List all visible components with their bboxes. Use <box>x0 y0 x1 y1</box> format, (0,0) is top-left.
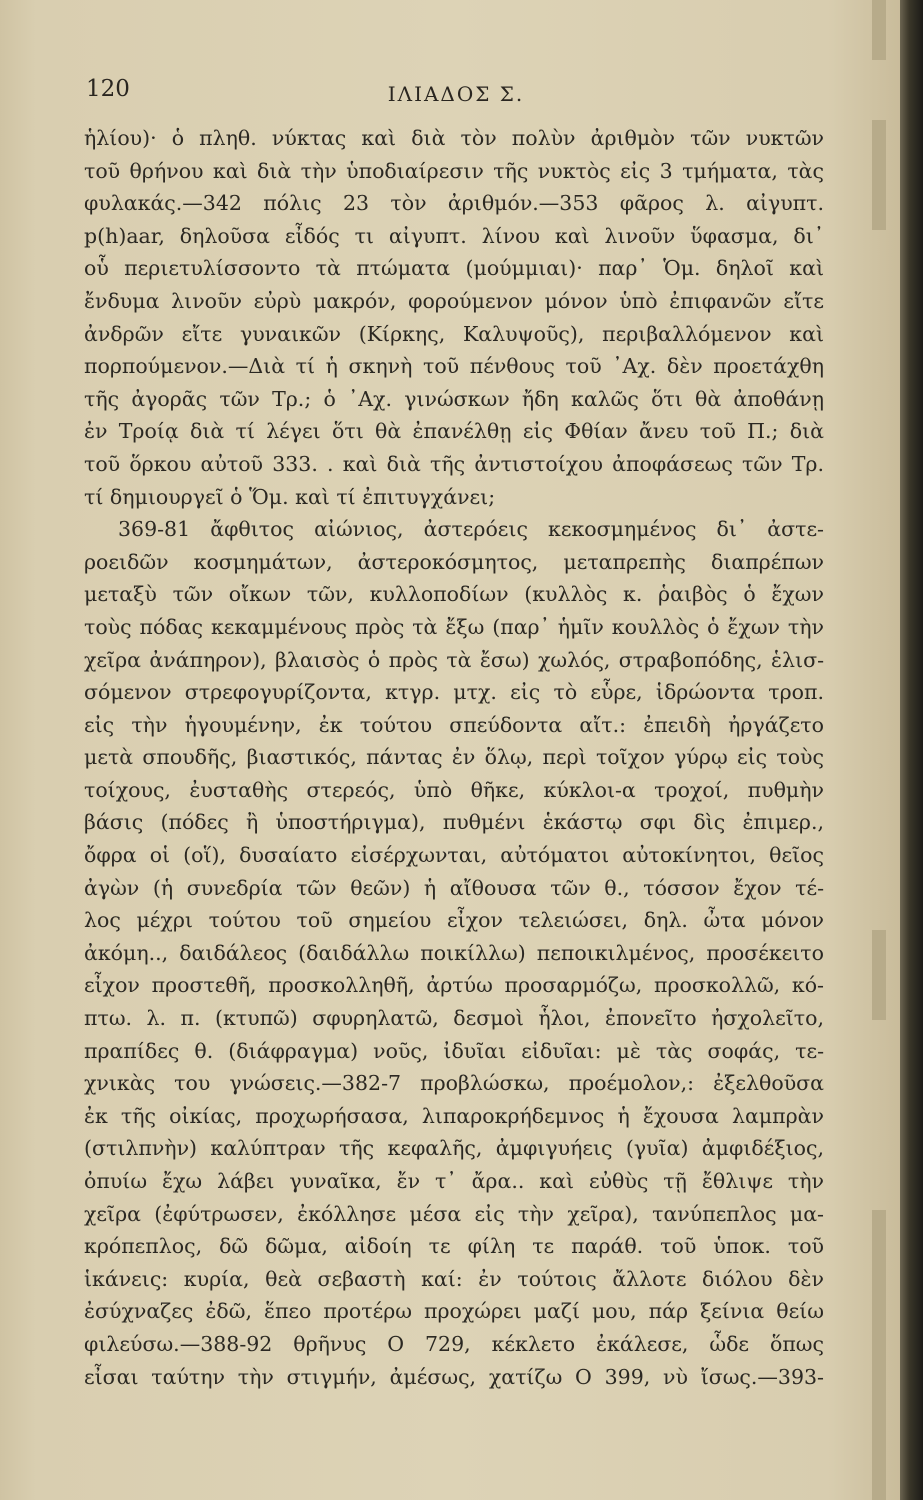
page-edge-wear <box>872 930 886 1020</box>
text-line: ἐσύχναζες ἐδῶ, ἕπεο προτέρω προχώρει μαζί μου, πάρ ξείνια θείω <box>84 1299 824 1324</box>
text-line: ὀπυίω ἔχω λάβει γυναῖκα, ἔν τ᾽ ἄρα.. καὶ εὐθὺς τῇ ἔθλιψε τὴν <box>84 1169 824 1193</box>
text-line: φυλακάς.—342 πόλις 23 τὸν ἀριθμόν.—353 φᾶρος λ. αἰγυπτ. <box>84 191 824 216</box>
text-line: πορπούμενον.—Διὰ τί ἡ σκηνὴ τοῦ πένθους τοῦ ᾽Αχ. δὲν προετάχθη <box>84 354 824 379</box>
text-line: μετὰ σπουδῆς, βιαστικός, πάντας ἐν ὅλῳ, περὶ τοῖχον γύρῳ εἰς τοὺς <box>84 745 824 770</box>
page-edge-wear <box>872 1210 886 1500</box>
text-line: 369-81 ἄφθιτος αἰώνιος, ἀστερόεις κεκοσμημένος δι᾽ ἀστε- <box>118 517 824 542</box>
text-line: εἶσαι ταύτην τὴν στιγμήν, ἀμέσως, χατίζω Ο 399, νὺ ἴσως.—393- <box>84 1364 824 1389</box>
text-line: χεῖρα ἀνάπηρον), βλαισὸς ὁ πρὸς τὰ ἔσω) χωλός, στραβοπόδης, ἑλισ- <box>84 647 824 672</box>
text-line: ἔνδυμα λινοῦν εὐρὺ μακρόν, φορούμενον μόνον ὑπὸ ἐπιφανῶν εἴτε <box>84 288 824 313</box>
text-line: εἰς τὴν ἡγουμένην, ἐκ τούτου σπεύδοντα αἴτ.: ἐπειδὴ ἠργάζετο <box>84 712 824 737</box>
running-title: ΙΛΙΑΔΟΣ Σ. <box>387 82 525 106</box>
text-line: τῆς ἀγορᾶς τῶν Τρ.; ὁ ᾽Αχ. γινώσκων ἤδη καλῶς ὅτι θὰ ἀποθάνῃ <box>84 386 824 411</box>
text-line: ἀγὼν (ἡ συνεδρία τῶν θεῶν) ἡ αἴθουσα τῶν θ., τόσσον ἔχον τέ- <box>84 875 824 900</box>
commentary-text <box>84 122 824 1426</box>
text-line: ἀνδρῶν εἴτε γυναικῶν (Κίρκης, Καλυψοῦς), περιβαλλόμενον καὶ <box>84 321 824 346</box>
book-spine-shadow <box>900 0 923 1500</box>
text-line: φιλεύσω.—388-92 θρῆνυς Ο 729, κέκλετο ἐκάλεσε, ὧδε ὅπως <box>84 1331 824 1356</box>
text-line: τοῦ ὅρκου αὐτοῦ 333. . καὶ διὰ τῆς ἀντιστοίχου ἀποφάσεως τῶν Τρ. <box>84 451 824 476</box>
text-line: ἐν Τροίᾳ διὰ τί λέγει ὅτι θὰ ἐπανέλθῃ εἰς Φθίαν ἄνευ τοῦ Π.; διὰ <box>84 419 824 444</box>
text-line: βάσις (πόδες ἢ ὑποστήριγμα), πυθμένι ἑκάστῳ σφι δὶς ἐπιμερ., <box>84 810 824 835</box>
text-line: χνικὰς του γνώσεις.—382-7 προβλώσκω, προέμολον,: ἐξελθοῦσα <box>84 1071 824 1096</box>
text-line: κρόπεπλος, δῶ δῶμα, αἰδοίη τε φίλη τε παράθ. τοῦ ὑποκ. τοῦ <box>84 1234 824 1259</box>
text-line: ἱκάνεις: κυρία, θεὰ σεβαστὴ καί: ἐν τούτοις ἄλλοτε διόλου δὲν <box>84 1266 824 1291</box>
text-line: τοὺς πόδας κεκαμμένους πρὸς τὰ ἔξω (παρ᾽ ἡμῖν κουλλὸς ὁ ἔχων τὴν <box>84 614 824 639</box>
text-line: p(h)aar, δηλοῦσα εἶδός τι αἰγυπτ. λίνου καὶ λινοῦν ὕφασμα, δι᾽ <box>84 223 824 248</box>
text-line: οὗ περιετυλίσσοντο τὰ πτώματα (μούμμιαι)· παρ᾽ Ὁμ. δηλοῖ καὶ <box>84 256 824 281</box>
text-line <box>84 1393 824 1426</box>
page-number: 120 <box>86 76 130 102</box>
text-line: ἀκόμη.., δαιδάλεος (δαιδάλλω ποικίλλω) πεποικιλμένος, προσέκειτο <box>84 940 824 965</box>
text-line: τί δημιουργεῖ ὁ Ὅμ. καὶ τί ἐπιτυγχάνει; <box>84 484 496 509</box>
text-line: ὄφρα οἱ (οἵ), δυσαίατο εἰσέρχωνται, αὐτόματοι αὐτοκίνητοι, θεῖος <box>84 843 824 868</box>
text-line: πραπίδες θ. (διάφραγμα) νοῦς, ἰδυῖαι εἰδυῖαι: μὲ τὰς σοφάς, τε- <box>84 1038 824 1063</box>
text-line: εἶχον προστεθῆ, προσκολληθῆ, ἀρτύω προσαρμόζω, προσκολλῶ, κό- <box>84 973 824 998</box>
page-header <box>86 72 826 112</box>
text-line: (στιλπνὴν) καλύπτραν τῆς κεφαλῆς, ἀμφιγυήεις (γυῖα) ἀμφιδέξιος, <box>84 1136 824 1161</box>
text-line: μεταξὺ τῶν οἴκων τῶν, κυλλοποδίων (κυλλὸς κ. ῥαιβὸς ὁ ἔχων <box>84 582 824 607</box>
text-line: πτω. λ. π. (κτυπῶ) σφυρηλατῶ, δεσμοὶ ἧλοι, ἐπονεῖτο ἠσχολεῖτο, <box>84 1006 824 1031</box>
text-line: χεῖρα (ἐφύτρωσεν, ἐκόλλησε μέσα εἰς τὴν χεῖρα), τανύπεπλος μα- <box>84 1201 824 1226</box>
text-line: λος μέχρι τούτου τοῦ σημείου εἶχον τελειώσει, δηλ. ὦτα μόνον <box>84 908 824 933</box>
text-line: τοίχους, ἐυσταθὴς στερεός, ὑπὸ θῆκε, κύκλοι-α τροχοί, πυθμὴν <box>84 777 824 802</box>
text-line: ροειδῶν κοσμημάτων, ἀστεροκόσμητος, μεταπρεπὴς διαπρέπων <box>84 549 824 574</box>
text-line: τοῦ θρήνου καὶ διὰ τὴν ὑποδιαίρεσιν τῆς νυκτὸς εἰς 3 τμήματα, τὰς <box>84 158 824 183</box>
text-line: ἡλίου)· ὁ πληθ. νύκτας καὶ διὰ τὸν πολὺν ἀριθμὸν τῶν νυκτῶν <box>84 126 824 150</box>
page-edge-wear <box>872 120 886 230</box>
text-line: ἐκ τῆς οἰκίας, προχωρήσασα, λιπαροκρήδεμνος ἡ ἔχουσα λαμπρὰν <box>84 1103 824 1128</box>
text-line: σόμενον στρεφογυρίζοντα, κτγρ. μτχ. εἰς τὸ εὗρε, ἱδρώοντα τροπ. <box>84 680 824 705</box>
page-edge-wear <box>872 0 886 60</box>
